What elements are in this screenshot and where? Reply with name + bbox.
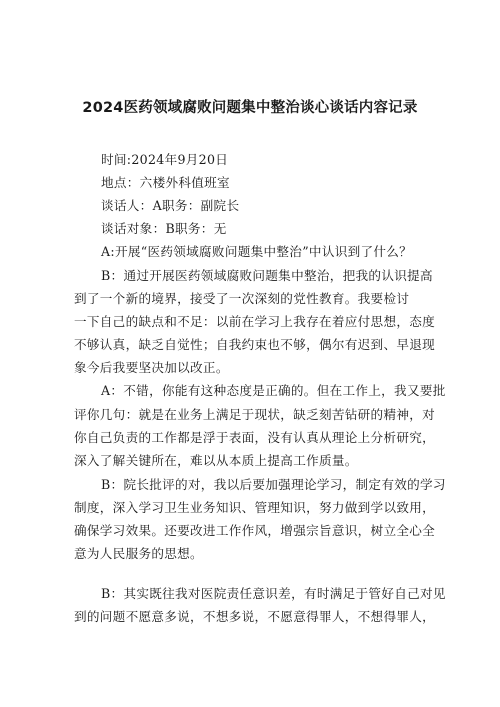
meta-subject: 谈话对象：B职务：无: [101, 221, 227, 236]
paragraph-line: 评你几句：就是在业务上满足于现状，缺乏刻苦钻研的精神，对: [74, 407, 436, 422]
paragraph-line: 制度，深入学习卫生业务知识、管理知识，努力做到学以致用，: [74, 500, 436, 515]
paragraph-line: 确保学习效果。还要改进工作作风，增强宗旨意识，树立全心全: [74, 523, 436, 538]
paragraph-line: A：不错，你能有这种态度是正确的。但在工作上，我又要批: [101, 383, 446, 398]
paragraph-line: A:开展“医药领域腐败问题集中整治”中认识到了什么？: [101, 244, 413, 259]
paragraph-line: 象今后我要坚决加以改正。: [74, 360, 229, 375]
paragraph-line: B：其实既往我对医院责任意识差，有时满足于管好自己对见: [101, 586, 446, 601]
paragraph-line: B：院长批评的对，我以后要加强理论学习，制定有效的学习: [101, 477, 446, 492]
paragraph-line: 到的问题不愿意多说，不想多说，不愿意得罪人，不想得罪人，: [74, 609, 436, 624]
meta-time: 时间:2024年9月20日: [101, 152, 229, 167]
paragraph-line: 一下自己的缺点和不足：以前在学习上我存在着应付思想，态度: [74, 314, 436, 329]
paragraph-line: 深入了解关键所在，难以从本质上提高工作质量。: [74, 453, 358, 468]
paragraph-line: 不够认真，缺乏自觉性；自我约束也不够，偶尔有迟到、早退现: [74, 337, 436, 352]
paragraph-line: 意为人民服务的思想。: [74, 546, 203, 561]
meta-speaker: 谈话人：A职务：副院长: [101, 198, 240, 213]
paragraph-line: 你自己负责的工作都是浮于表面，没有认真从理论上分析研究，: [74, 430, 436, 445]
meta-place: 地点：六楼外科值班室: [101, 175, 230, 190]
paragraph-line: 到了一个新的境界，接受了一次深刻的党性教育。我要检讨: [74, 291, 410, 306]
paragraph-line: B：通过开展医药领域腐败问题集中整治，把我的认识提高: [101, 268, 433, 283]
document-title: 2024医药领域腐败问题集中整治谈心谈话内容记录: [82, 100, 418, 116]
